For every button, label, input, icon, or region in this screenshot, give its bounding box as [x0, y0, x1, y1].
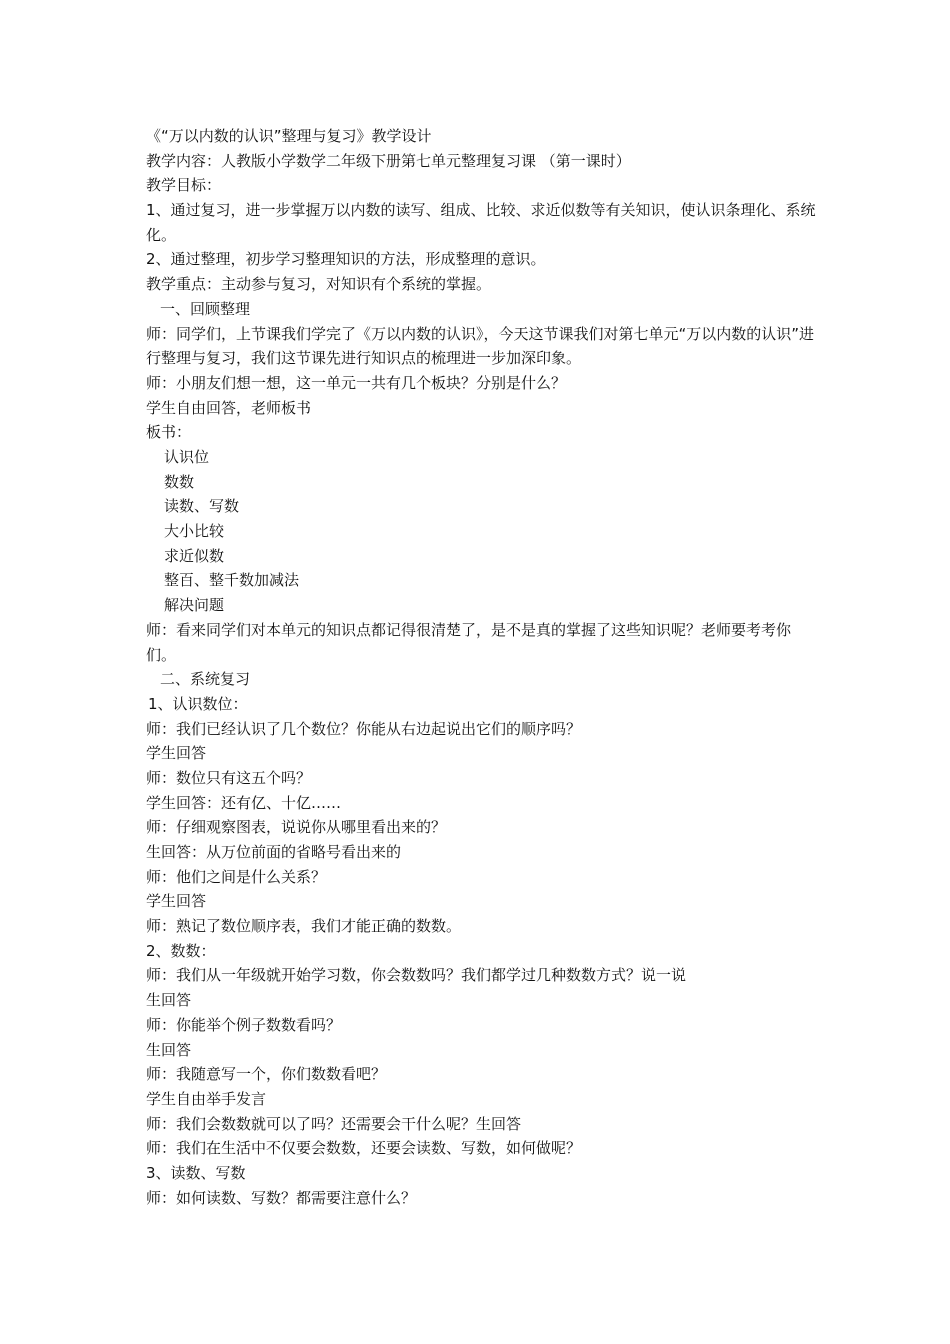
section-heading: 一、回顾整理 — [160, 299, 251, 318]
board-item: 读数、写数 — [164, 497, 240, 516]
goals-heading: 教学目标： — [146, 176, 222, 195]
teaching-focus: 教学重点：主动参与复习，对知识有个系统的掌握。 — [146, 275, 492, 294]
dialogue-line: 师：他们之间是什么关系？ — [146, 867, 327, 886]
section-heading: 二、系统复习 — [160, 670, 251, 689]
paragraph: 师：小朋友们想一想，这一单元一共有几个板块？分别是什么？ — [146, 373, 567, 392]
dialogue-line: 师：你能举个例子数数看吗？ — [146, 1015, 342, 1034]
teaching-content: 教学内容：人教版小学数学二年级下册第七单元整理复习课 （第一课时） — [146, 151, 631, 170]
paragraph: 师：同学们，上节课我们学完了《万以内数的认识》，今天这节课我们对第七单元“万以内数的认识”进行整理与复习，我们这节课先进行知识点的梳理进一步加深印象。 — [146, 324, 815, 368]
dialogue-line: 师：数位只有这五个吗？ — [146, 768, 312, 787]
goal-item: 2、通过整理，初步学习整理知识的方法，形成整理的意识。 — [146, 250, 546, 269]
dialogue-line: 师：我随意写一个，你们数数看吧？ — [146, 1065, 387, 1084]
dialogue-line: 生回答 — [146, 991, 192, 1010]
dialogue-line: 学生自由举手发言 — [146, 1089, 267, 1108]
paragraph: 师：看来同学们对本单元的知识点都记得很清楚了，是不是真的掌握了这些知识呢？老师要考考你们。 — [146, 620, 792, 664]
dialogue-line: 师：熟记了数位顺序表，我们才能正确的数数。 — [146, 917, 462, 936]
dialogue-line: 师：我们已经认识了几个数位？你能从右边起说出它们的顺序吗？ — [146, 719, 582, 738]
paragraph: 学生自由回答，老师板书 — [146, 398, 312, 417]
dialogue-line: 生回答 — [146, 1040, 192, 1059]
board-item: 数数 — [164, 472, 195, 491]
board-item: 求近似数 — [164, 546, 225, 565]
dialogue-line: 学生回答 — [146, 892, 207, 911]
dialogue-line: 师：如何读数、写数？都需要注意什么？ — [146, 1188, 417, 1207]
goal-item: 1、通过复习，进一步掌握万以内数的读写、组成、比较、求近似数等有关知识，使认识条理化、系统化。 — [146, 201, 816, 244]
dialogue-line: 师：仔细观察图表，说说你从哪里看出来的？ — [146, 818, 447, 837]
document-title: 《“万以内数的认识”整理与复习》教学设计 — [146, 127, 432, 145]
board-item: 大小比较 — [164, 522, 225, 541]
dialogue-line: 师：我们会数数就可以了吗？还需要会干什么呢？生回答 — [146, 1114, 522, 1133]
board-item: 认识位 — [164, 448, 210, 466]
dialogue-line: 师：我们在生活中不仅要会数数，还要会读数、写数，如何做呢？ — [146, 1139, 582, 1158]
board-item: 解决问题 — [164, 596, 225, 615]
dialogue-line: 师：我们从一年级就开始学习数，你会数数吗？我们都学过几种数数方式？说一说 — [146, 966, 687, 985]
dialogue-line: 生回答：从万位前面的省略号看出来的 — [146, 843, 402, 862]
document-body — [146, 124, 816, 1210]
board-heading: 板书： — [146, 423, 192, 442]
subsection-heading: 2、数数： — [146, 941, 216, 960]
subsection-heading: 1、认识数位： — [148, 694, 248, 713]
dialogue-line: 学生回答 — [146, 744, 207, 763]
board-item: 整百、整千数加减法 — [164, 571, 300, 590]
dialogue-line: 学生回答：还有亿、十亿…… — [146, 793, 342, 812]
subsection-heading: 3、读数、写数 — [146, 1163, 246, 1182]
